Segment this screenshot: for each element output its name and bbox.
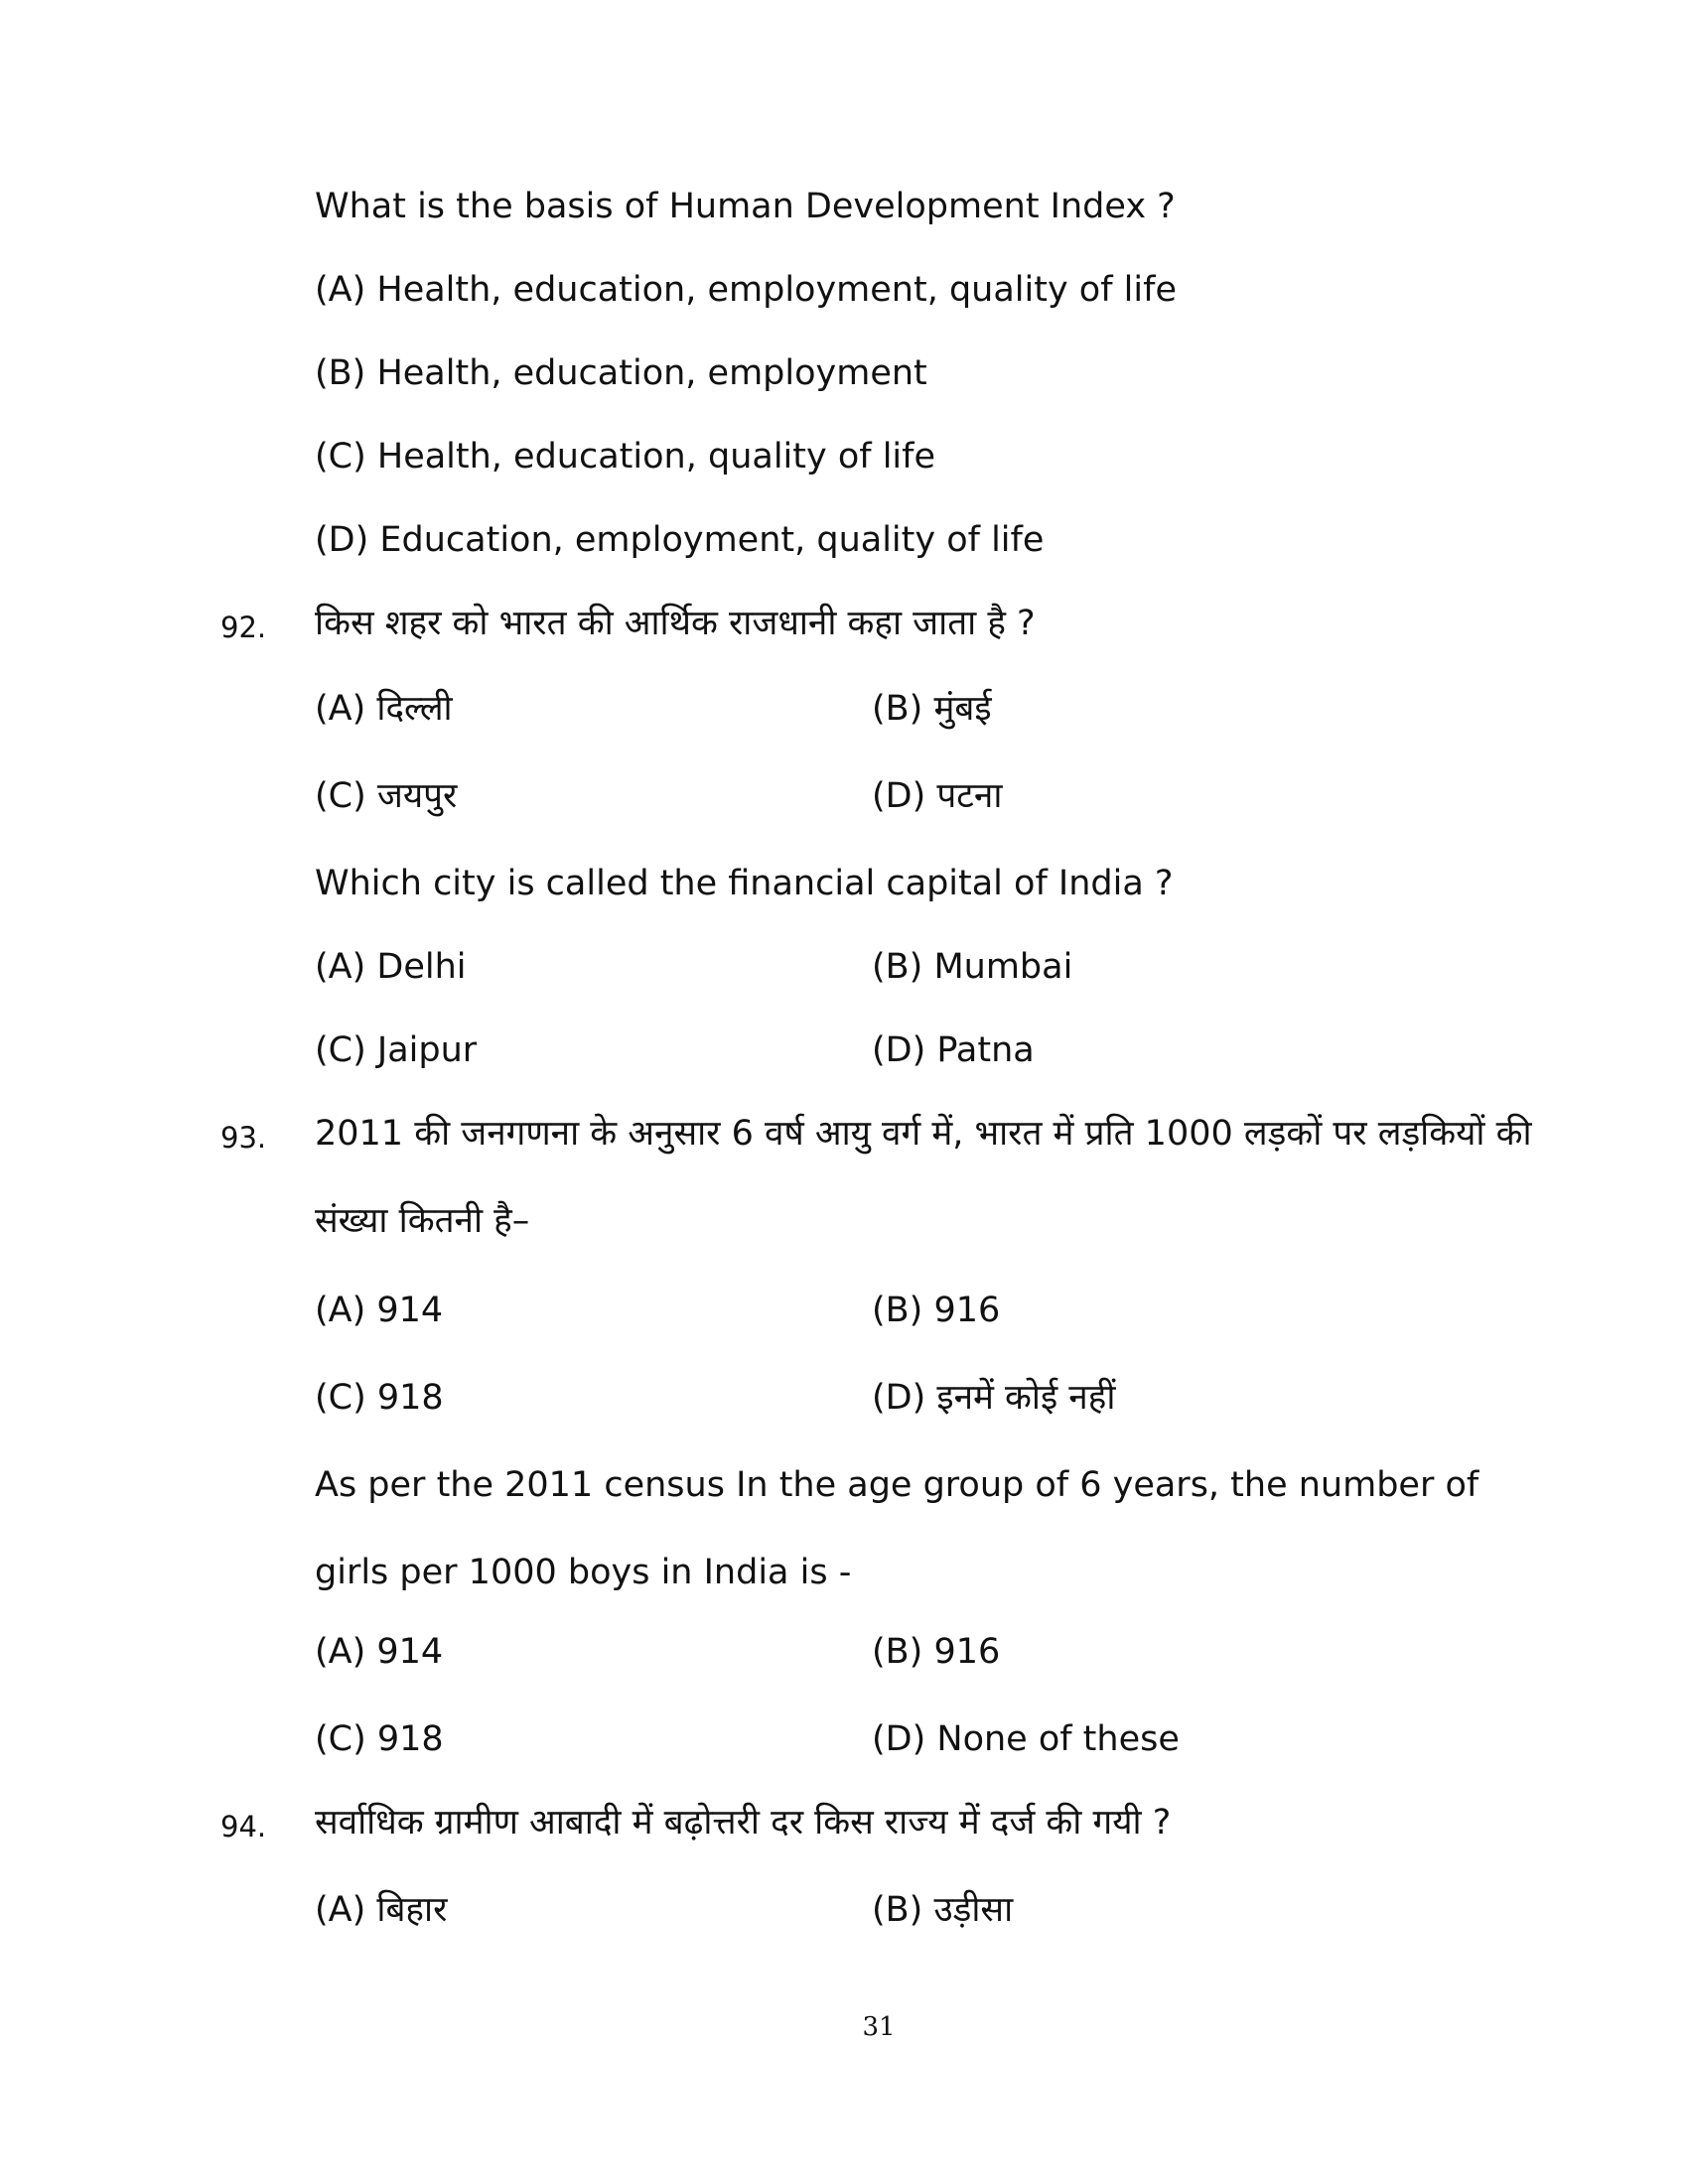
q92-question-hi: किस शहर को भारत की आर्थिक राजधानी कहा जाता है ? <box>315 604 1036 643</box>
q93-en-option-d: (D) None of these <box>872 1719 1180 1759</box>
q92-en-option-a: (A) Delhi <box>315 947 467 987</box>
q93-question-hi: 2011 की जनगणना के अनुसार 6 वर्ष आयु वर्ग में, भारत में प्रति 1000 लड़कों पर लड़कियों की संख्या कितनी है– <box>315 1114 1532 1241</box>
q92-hi-option-d: (D) पटना <box>872 776 1003 816</box>
q93-en-option-a: (A) 914 <box>315 1632 444 1672</box>
q92-hi-option-b: (B) मुंबई <box>872 689 992 729</box>
q93-en-option-b: (B) 916 <box>872 1632 1001 1672</box>
q94-hi-option-a: (A) बिहार <box>315 1890 448 1930</box>
q92-en-option-d: (D) Patna <box>872 1030 1035 1070</box>
q92-hi-option-c: (C) जयपुर <box>315 776 458 816</box>
q91-question-en: What is the basis of Human Development Index ? <box>315 187 1176 226</box>
q92-question-en: Which city is called the financial capital of India ? <box>315 864 1174 903</box>
q94-number: 94. <box>220 1810 267 1843</box>
q94-hi-option-b: (B) उड़ीसा <box>872 1890 1014 1930</box>
q93-hi-option-b: (B) 916 <box>872 1291 1001 1330</box>
q93-number: 93. <box>220 1121 267 1155</box>
q93-en-option-c: (C) 918 <box>315 1719 444 1759</box>
q92-en-option-c: (C) Jaipur <box>315 1030 478 1070</box>
q92-hi-option-a: (A) दिल्ली <box>315 689 453 729</box>
q94-question-hi: सर्वाधिक ग्रामीण आबादी में बढ़ोत्तरी दर किस राज्य में दर्ज की गयी ? <box>315 1803 1172 1843</box>
q93-question-en: As per the 2011 census In the age group of 6 years, the number of girls per 1000 boys in India is - <box>315 1465 1479 1592</box>
q91-option-b: (B) Health, education, employment <box>315 353 927 393</box>
q93-hi-option-d: (D) इनमें कोई नहीं <box>872 1378 1116 1418</box>
page-number: 31 <box>862 2012 896 2042</box>
q93-hi-option-c: (C) 918 <box>315 1378 444 1418</box>
q91-option-c: (C) Health, education, quality of life <box>315 437 935 477</box>
q93-hi-option-a: (A) 914 <box>315 1291 444 1330</box>
q91-option-a: (A) Health, education, employment, quality of life <box>315 270 1177 310</box>
q92-number: 92. <box>220 611 267 644</box>
q92-en-option-b: (B) Mumbai <box>872 947 1073 987</box>
q91-option-d: (D) Education, employment, quality of life <box>315 520 1045 560</box>
